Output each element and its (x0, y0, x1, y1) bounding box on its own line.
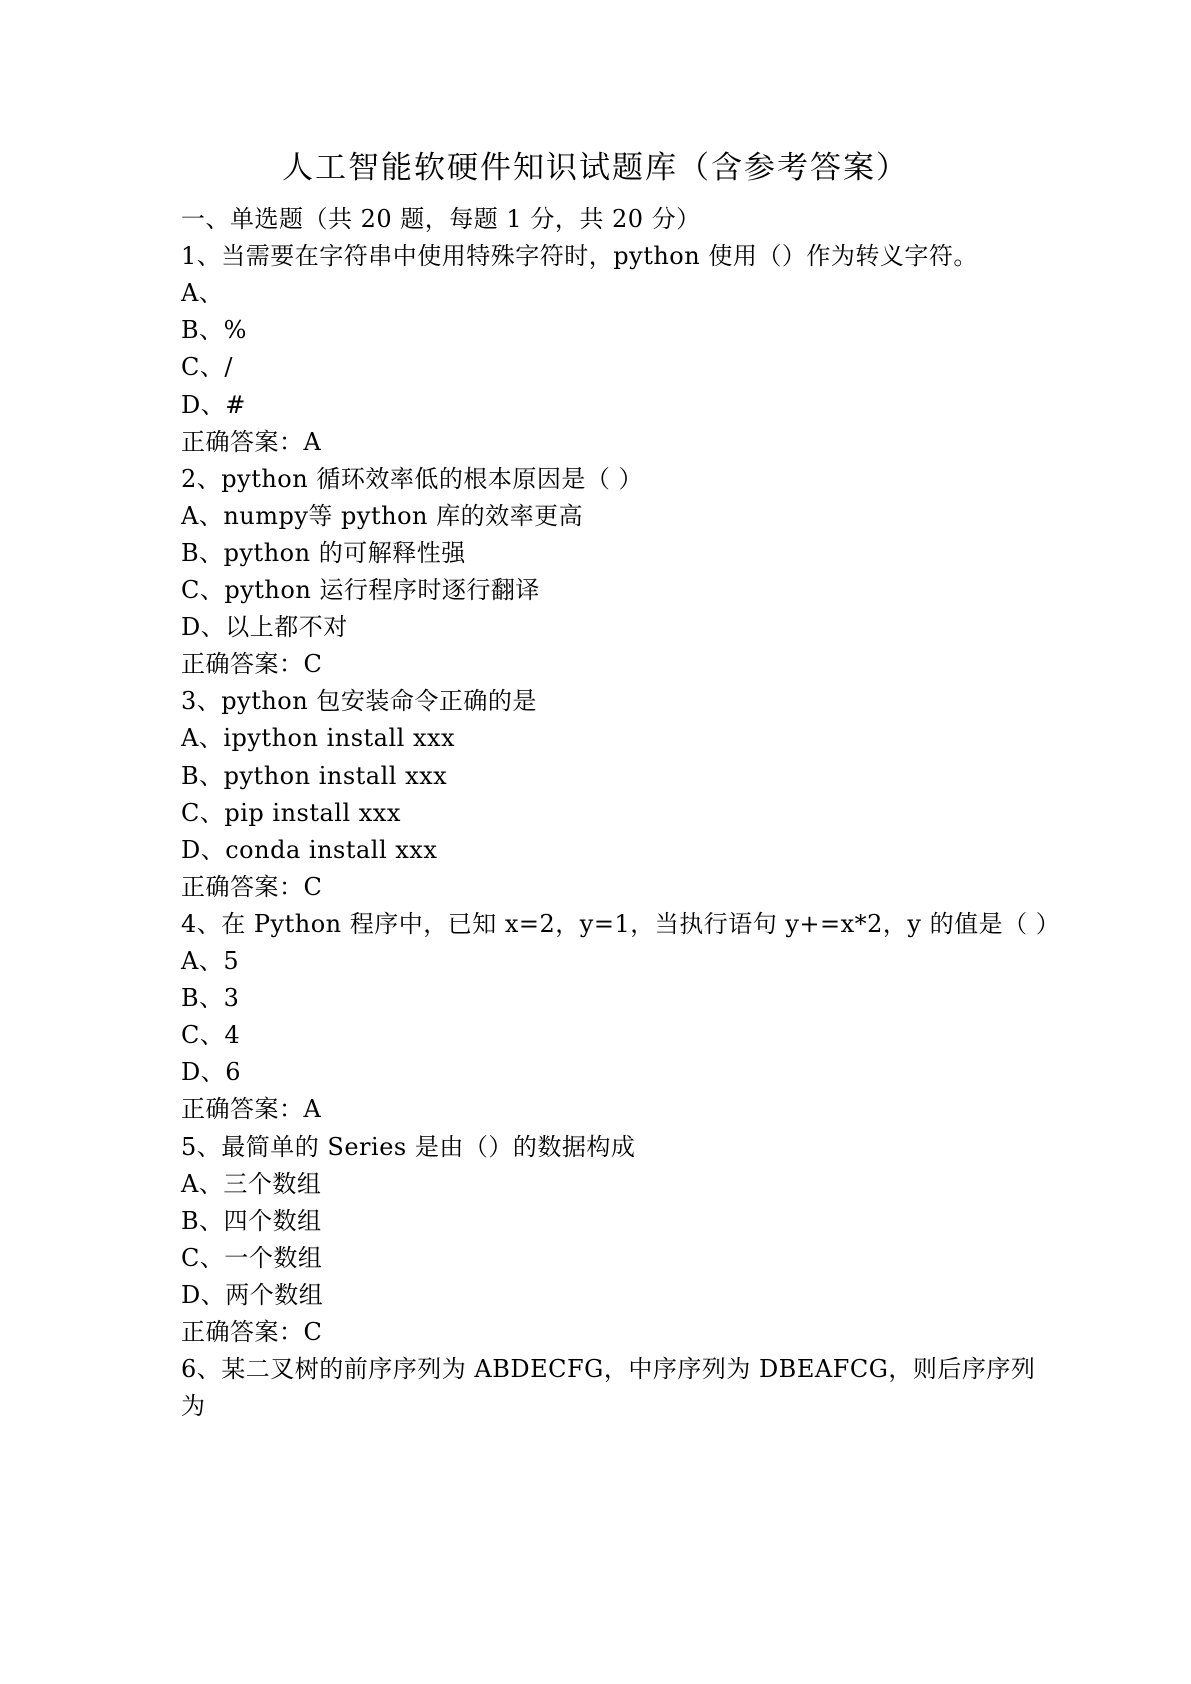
correct-answer: 正确答案：C (181, 1318, 323, 1346)
answer-option: A、5 (181, 947, 240, 975)
answer-option: B、% (181, 316, 247, 344)
document-title: 人工智能软硬件知识试题库（含参考答案） (282, 150, 909, 186)
answer-option: B、python 的可解释性强 (181, 539, 466, 567)
text-line: 为 (181, 1392, 206, 1420)
answer-option: C、/ (181, 353, 233, 381)
answer-option: C、4 (181, 1021, 241, 1049)
correct-answer: 正确答案：C (181, 650, 323, 678)
answer-option: C、python 运行程序时逐行翻译 (181, 576, 540, 604)
answer-option: A、ipython install xxx (181, 724, 456, 752)
question-text: 6、某二叉树的前序序列为 ABDECFG，中序序列为 DBEAFCG，则后序序列 (181, 1355, 1036, 1383)
answer-option: A、 (181, 279, 224, 307)
question-text: 5、最简单的 Series 是由（）的数据构成 (181, 1133, 636, 1161)
correct-answer: 正确答案：A (181, 1095, 322, 1123)
answer-option: A、numpy等 python 库的效率更高 (181, 502, 584, 530)
answer-option: A、三个数组 (181, 1170, 322, 1198)
correct-answer: 正确答案：A (181, 428, 322, 456)
answer-option: D、# (181, 391, 246, 419)
question-text: 1、当需要在字符串中使用特殊字符时，python 使用（）作为转义字符。 (181, 242, 978, 270)
answer-option: D、6 (181, 1058, 242, 1086)
question-text: 3、python 包安装命令正确的是 (181, 687, 537, 715)
correct-answer: 正确答案：C (181, 873, 323, 901)
answer-option: C、一个数组 (181, 1244, 323, 1272)
section-heading: 一、单选题（共 20 题，每题 1 分，共 20 分） (181, 205, 701, 233)
answer-option: C、pip install xxx (181, 799, 401, 827)
answer-option: B、3 (181, 984, 240, 1012)
question-text: 4、在 Python 程序中，已知 x=2，y=1，当执行语句 y+=x*2，y 的值是（ ） (181, 910, 1061, 938)
answer-option: B、四个数组 (181, 1207, 322, 1235)
answer-option: D、conda install xxx (181, 836, 438, 864)
answer-option: B、python install xxx (181, 762, 448, 790)
answer-option: D、两个数组 (181, 1281, 324, 1309)
answer-option: D、以上都不对 (181, 613, 348, 641)
question-text: 2、python 循环效率低的根本原因是（ ） (181, 465, 643, 493)
